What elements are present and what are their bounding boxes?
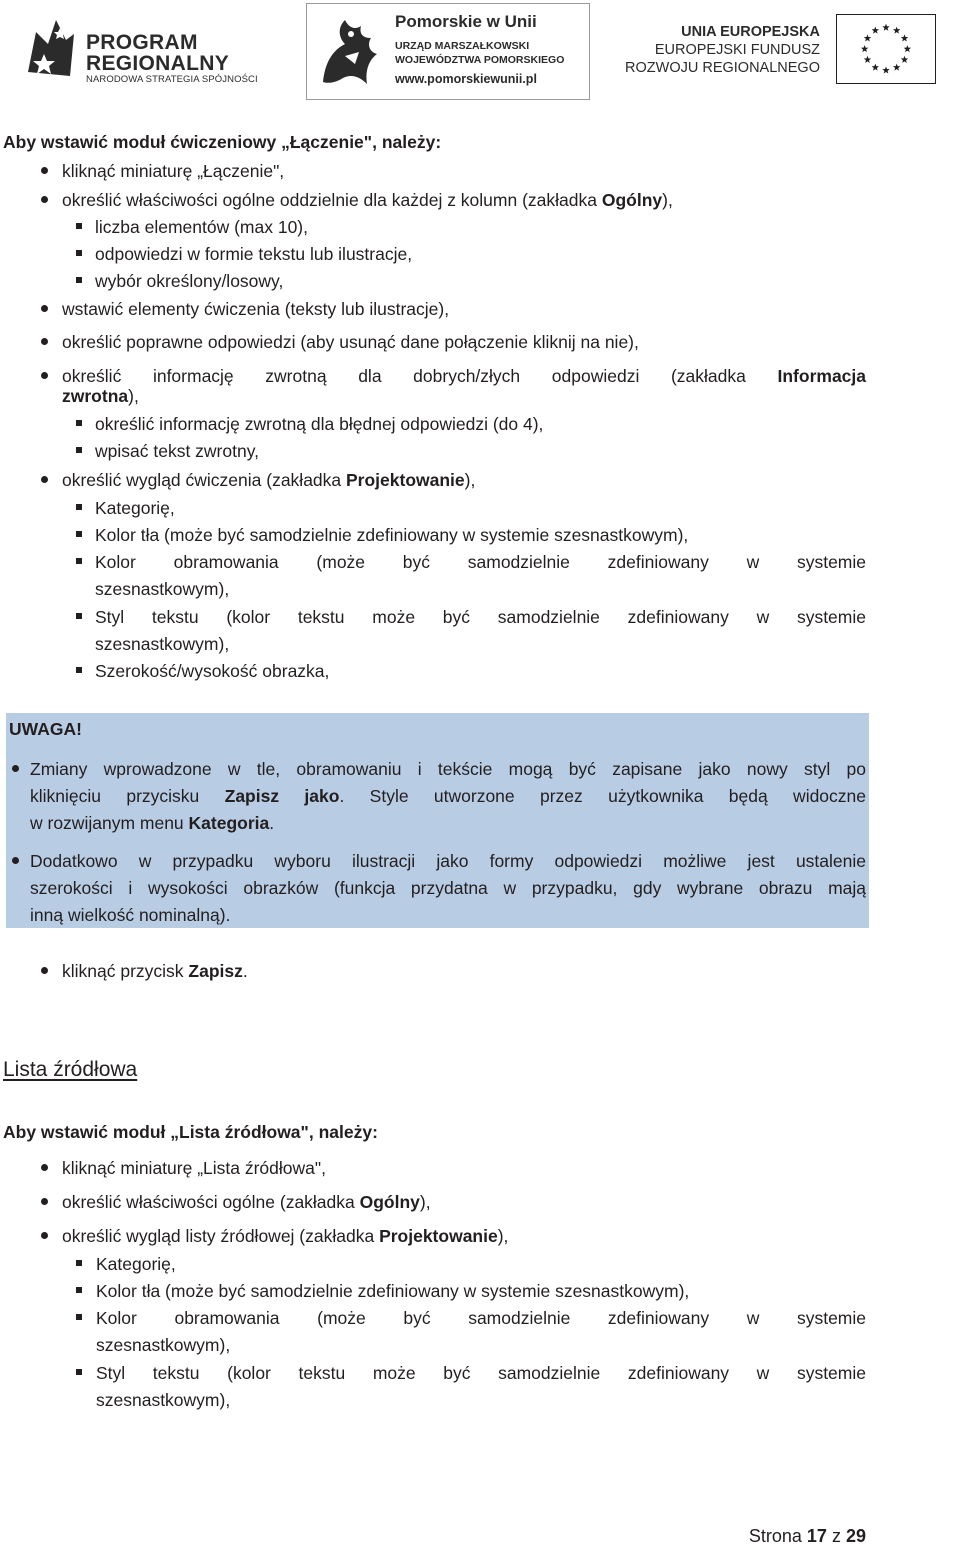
s1-item5-bold2: zwrotna [62, 386, 129, 406]
note-p1-line3 [30, 812, 274, 834]
s1-item6 [62, 469, 475, 491]
program-line1: PROGRAM [86, 31, 198, 54]
s1-item3: wstawić elementy ćwiczenia (teksty lub ilustracje), [62, 299, 450, 319]
eu-star-icon [882, 24, 889, 31]
s1-item6-sub3-line1: Kolor obramowania (może być samodzielnie zdefiniowany w systemie [95, 552, 866, 572]
s2-sub3-line2: szesnastkowym), [96, 1335, 231, 1355]
s1-item6-bold: Projektowanie [346, 470, 465, 490]
eu-flag-icon [836, 14, 936, 84]
square-bullet-icon [76, 277, 82, 283]
s2-item2-text: określić właściwości ogólne (zakładka [62, 1192, 360, 1212]
eu-line2: EUROPEJSKI FUNDUSZ [654, 42, 820, 58]
current-page: 17 [806, 1526, 827, 1546]
square-bullet-icon [76, 420, 82, 426]
eu-logo [625, 14, 940, 86]
square-bullet-icon [76, 1287, 82, 1293]
s1-item5-bold: Informacja [777, 366, 866, 386]
square-bullet-icon [76, 613, 82, 619]
s1-item2-sub3: wybór określony/losowy, [95, 271, 284, 291]
section-heading: Lista źródłowa [3, 1058, 138, 1081]
page-number [749, 1526, 866, 1547]
note-p1-text2: . Style utworzone przez użytkownika będą widoczne [339, 786, 867, 806]
bullet-icon [41, 372, 48, 379]
note-p1-end: . [269, 813, 275, 833]
eu-star-icon [904, 45, 911, 52]
s2-item2 [62, 1191, 431, 1213]
s1-final-bold: Zapisz [188, 961, 243, 981]
s2-sub4-line2: szesnastkowym), [96, 1390, 231, 1410]
eu-star-icon [893, 27, 900, 34]
bullet-icon [12, 857, 19, 864]
note-p1-text: kliknięciu przycisku [30, 786, 225, 806]
program-line3: NARODOWA STRATEGIA SPÓJNOŚCI [86, 74, 258, 85]
pomorskie-www: www.pomorskiewunii.pl [395, 72, 537, 86]
note-p2-line1: Dodatkowo w przypadku wyboru ilustracji jako formy odpowiedzi możliwe jest ustalenie [30, 851, 866, 871]
s2-sub1: Kategorię, [96, 1254, 176, 1274]
bullet-icon [41, 1198, 48, 1205]
eu-star-icon [893, 64, 900, 71]
s1-item2-bold: Ogólny [601, 190, 663, 210]
eu-star-icon [901, 34, 908, 41]
griffin-icon [315, 12, 387, 92]
s2-sub3-line1: Kolor obramowania (może być samodzielnie zdefiniowany w systemie [96, 1308, 866, 1328]
s1-item6-sub2: Kolor tła (może być samodzielnie zdefiniowany w systemie szesnastkowym), [95, 525, 689, 545]
s2-intro: Aby wstawić moduł „Lista źródłowa", należy: [3, 1122, 378, 1142]
s2-sub2: Kolor tła (może być samodzielnie zdefiniowany w systemie szesnastkowym), [96, 1281, 690, 1301]
pomorskie-sub2: WOJEWÓDZTWA POMORSKIEGO [395, 54, 565, 66]
eu-line1: UNIA EUROPEJSKA [681, 24, 820, 40]
eu-star-icon [872, 27, 879, 34]
s2-item2-bold: Ogólny [359, 1192, 420, 1212]
square-bullet-icon [76, 1314, 82, 1320]
eu-star-icon [864, 56, 871, 63]
program-emblem-icon [22, 14, 78, 84]
s1-item6-sub1: Kategorię, [95, 498, 175, 518]
bullet-icon [41, 338, 48, 345]
eu-star-icon [882, 66, 889, 73]
square-bullet-icon [76, 1369, 82, 1375]
page-prefix: Strona [748, 1526, 807, 1546]
square-bullet-icon [76, 1260, 82, 1266]
page-separator: z [826, 1526, 846, 1546]
s1-item2-end: ), [662, 190, 673, 210]
page-header [0, 0, 960, 110]
note-p1-bold2: Kategoria [188, 813, 270, 833]
s1-item5-line1 [62, 365, 866, 387]
s1-item5-line2 [62, 385, 139, 407]
s1-item4: określić poprawne odpowiedzi (aby usunąć dane połączenie kliknij na nie), [62, 332, 639, 352]
s2-item3-text: określić wygląd listy źródłowej (zakładka [62, 1226, 380, 1246]
note-p1-text3: w rozwijanym menu [30, 813, 189, 833]
s2-item3-bold: Projektowanie [379, 1226, 498, 1246]
s1-item6-sub4-line2: szesnastkowym), [95, 634, 230, 654]
square-bullet-icon [76, 667, 82, 673]
bullet-icon [41, 1164, 48, 1171]
s1-item5-sub1: określić informację zwrotną dla błędnej odpowiedzi (do 4), [95, 414, 544, 434]
s1-final-text: kliknąć przycisk [62, 961, 189, 981]
note-label: UWAGA! [9, 719, 82, 739]
program-regionalny-logo [20, 10, 260, 90]
note-p1-line2 [30, 785, 866, 807]
bullet-icon [41, 167, 48, 174]
bullet-icon [41, 967, 48, 974]
square-bullet-icon [76, 558, 82, 564]
pomorskie-w-unii-logo [306, 3, 590, 100]
s1-final-end: . [242, 961, 248, 981]
s1-item6-text: określić wygląd ćwiczenia (zakładka [62, 470, 346, 490]
pomorskie-sub1: URZĄD MARSZAŁKOWSKI [395, 40, 530, 52]
square-bullet-icon [76, 223, 82, 229]
note-p1-line1: Zmiany wprowadzone w tle, obramowaniu i tekście mogą być zapisane jako nowy styl po [30, 759, 866, 779]
eu-star-icon [901, 56, 908, 63]
s1-item2-sub2: odpowiedzi w formie tekstu lub ilustracje, [95, 244, 413, 264]
square-bullet-icon [76, 447, 82, 453]
s1-final-item [62, 960, 248, 982]
square-bullet-icon [76, 504, 82, 510]
s1-item5-sub2: wpisać tekst zwrotny, [95, 441, 260, 461]
note-p2-line3: inną wielkość nominalną). [30, 905, 231, 925]
eu-line3: ROZWOJU REGIONALNEGO [625, 60, 820, 76]
eu-star-icon [864, 34, 871, 41]
pomorskie-title: Pomorskie w Unii [395, 12, 537, 31]
s1-item1: kliknąć miniaturę „Łączenie", [62, 161, 285, 181]
program-line2: REGIONALNY [86, 52, 230, 75]
s1-item2-text: określić właściwości ogólne oddzielnie dla każdej z kolumn (zakładka [62, 190, 602, 210]
note-p2-line2: szerokości i wysokości obrazków (funkcja przydatna w przypadku, gdy wybrane obrazu mają [30, 878, 866, 898]
eu-star-icon [872, 64, 879, 71]
eu-star-icon [861, 45, 868, 52]
square-bullet-icon [76, 250, 82, 256]
s2-item3 [62, 1225, 508, 1247]
s1-intro: Aby wstawić moduł ćwiczeniowy „Łączenie", należy: [3, 132, 442, 152]
s1-item2 [62, 189, 673, 211]
bullet-icon [41, 1232, 48, 1239]
s1-item2-sub1: liczba elementów (max 10), [95, 217, 308, 237]
square-bullet-icon [76, 531, 82, 537]
bullet-icon [41, 476, 48, 483]
s1-item6-sub5: Szerokość/wysokość obrazka, [95, 661, 330, 681]
bullet-icon [41, 305, 48, 312]
s1-item5-end: ), [128, 386, 139, 406]
s2-item1: kliknąć miniaturę „Lista źródłowa", [62, 1158, 326, 1178]
note-p1-bold: Zapisz jako [224, 786, 340, 806]
s2-sub4-line1: Styl tekstu (kolor tekstu może być samodzielnie zdefiniowany w systemie [96, 1363, 866, 1383]
s2-item3-end: ), [497, 1226, 509, 1246]
bullet-icon [12, 765, 19, 772]
s2-item2-end: ), [419, 1192, 431, 1212]
bullet-icon [41, 196, 48, 203]
s1-item6-sub3-line2: szesnastkowym), [95, 579, 230, 599]
total-pages: 29 [845, 1526, 866, 1546]
s1-item6-sub4-line1: Styl tekstu (kolor tekstu może być samodzielnie zdefiniowany w systemie [95, 607, 866, 627]
s1-item6-end: ), [464, 470, 476, 490]
s1-item5-text: określić informację zwrotną dla dobrych/złych odpowiedzi (zakładka [62, 366, 778, 386]
